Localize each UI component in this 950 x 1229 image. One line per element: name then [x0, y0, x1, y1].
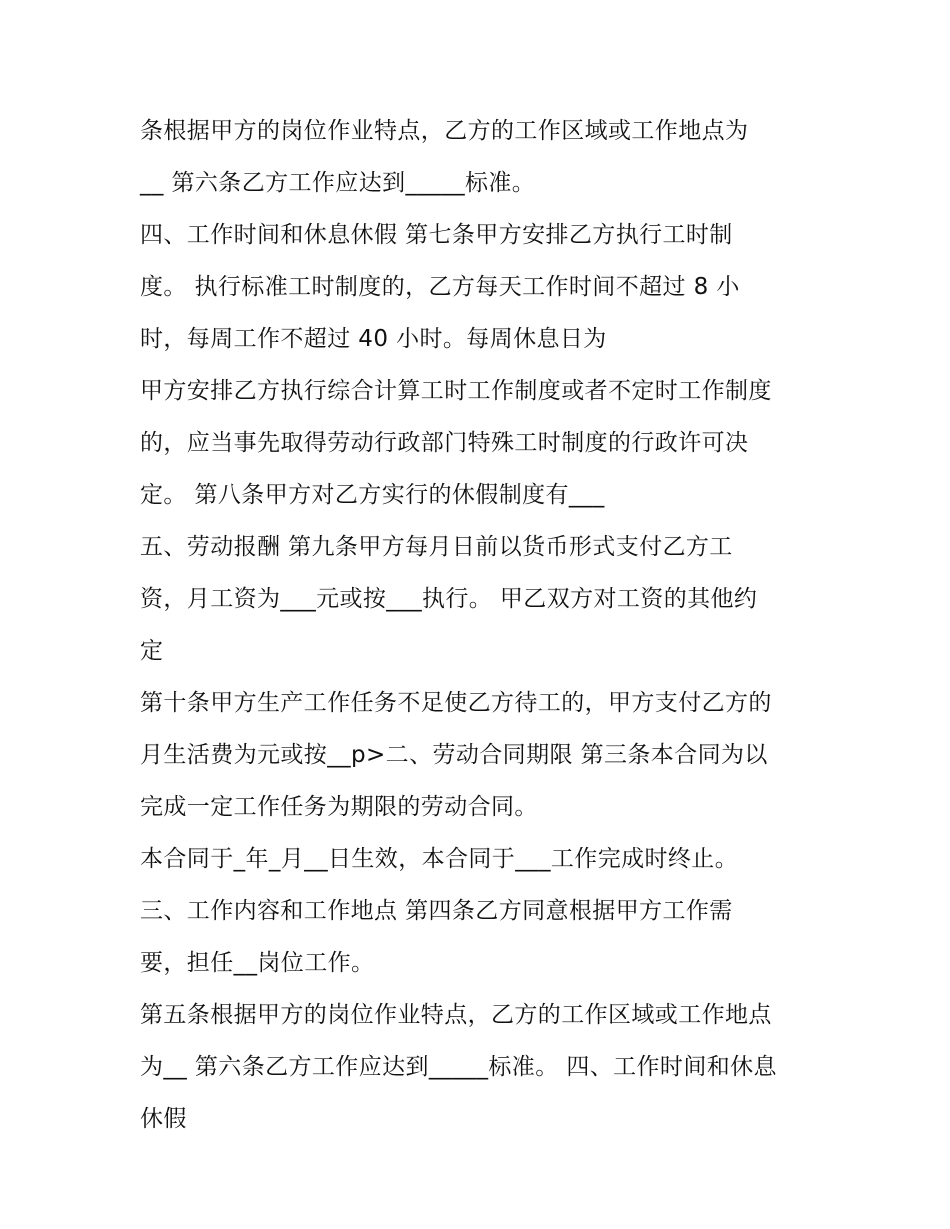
text-line-5: 时，每周工作不超过 40 小时。每周休息日为 — [140, 326, 607, 352]
text-line-13: 月生活费为元或按__p>二、劳动合同期限 第三条本合同为以 — [140, 742, 768, 768]
text-line-11: 定 — [140, 638, 164, 664]
text-line-17: 要，担任__岗位工作。 — [140, 950, 375, 976]
text-line-9: 五、劳动报酬 第九条甲方每月日前以货币形式支付乙方工 — [140, 534, 733, 560]
text-line-19: 为__ 第六条乙方工作应达到_____标准。 四、工作时间和休息 — [140, 1054, 777, 1080]
text-line-16: 三、工作内容和工作地点 第四条乙方同意根据甲方工作需 — [140, 898, 733, 924]
text-line-10: 资，月工资为___元或按___执行。 甲乙双方对工资的其他约 — [140, 586, 758, 612]
text-line-6: 甲方安排乙方执行综合计算工时工作制度或者不定时工作制度 — [140, 378, 772, 404]
text-line-4: 度。 执行标准工时制度的，乙方每天工作时间不超过 8 小 — [140, 274, 740, 300]
text-line-18: 第五条根据甲方的岗位作业特点，乙方的工作区域或工作地点 — [140, 1002, 772, 1028]
text-line-7: 的，应当事先取得劳动行政部门特殊工时制度的行政许可决 — [140, 430, 749, 456]
contract-text-body — [140, 105, 840, 1145]
text-line-12: 第十条甲方生产工作任务不足使乙方待工的，甲方支付乙方的 — [140, 690, 772, 716]
text-line-20: 休假 — [140, 1106, 187, 1132]
text-line-14: 完成一定工作任务为期限的劳动合同。 — [140, 794, 538, 820]
text-line-2: __ 第六条乙方工作应达到_____标准。 — [140, 170, 536, 196]
text-line-1: 条根据甲方的岗位作业特点，乙方的工作区域或工作地点为 — [140, 118, 749, 144]
text-line-15: 本合同于_年_月__日生效，本合同于___工作完成时终止。 — [140, 846, 739, 872]
text-line-3: 四、工作时间和休息休假 第七条甲方安排乙方执行工时制 — [140, 222, 733, 248]
text-line-8: 定。 第八条甲方对乙方实行的休假制度有___ — [140, 482, 605, 508]
